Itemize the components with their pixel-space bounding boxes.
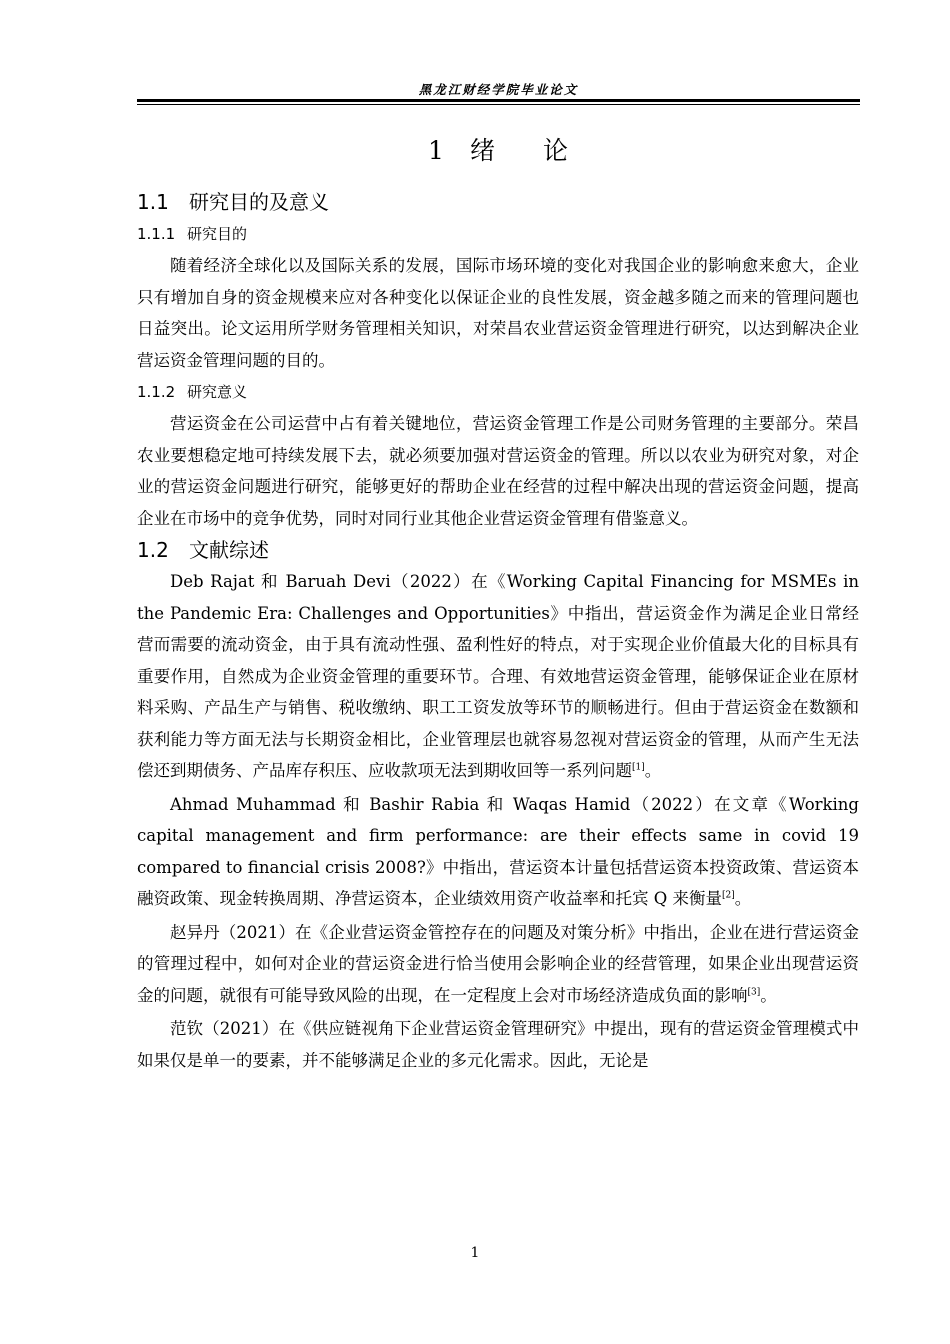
subsection-heading-1-1-1: [137, 218, 859, 250]
paragraph-text: Deb Rajat 和 Baruah Devi（2022）在《Working Capital Financing for MSMEs in the Pandemic Era: Challenges and Opportunities》中指出，营运资金作为满足企业日常经营而需要的流动资金，由于具有流动性强、盈利性好的特点，对于实现企业价值最大化的目标具有重要作用，自然成为企业资金管理的重要环节。合理、有效地营运资金管理，能够保证企业在原材料采购、产品生产与销售、税收缴纳、职工工资发放等环节的顺畅进行。但由于营运资金在数额和获利能力等方面无法与长期资金相比，企业管理层也就容易忽视对营运资金的管理，从而产生无法偿还到期债务、产品库存积压、应收款项无法到期收回等一系列问题: [137, 572, 859, 780]
citation-ref: [1]: [632, 762, 645, 773]
citation-ref: [3]: [747, 987, 761, 997]
paragraph-text: Ahmad Muhammad 和 Bashir Rabia 和 Waqas Hamid（2022）在文章《Working capital management and firm performance: are their effects same in covid 19 compared to financial crisis 2008?》中指出，营运资本计量包括营运资本投资政策、营运资本融资政策、现金转换周期、净营运资本，企业绩效用资产收益率和托宾 Q 来衡量: [137, 794, 859, 908]
paragraph-literature-4: 范钦（2021）在《供应链视角下企业营运资金管理研究》中提出，现有的营运资金管理模式中如果仅是单一的要素，并不能够满足企业的多元化需求。因此，无论是: [137, 1019, 859, 1070]
paragraph-literature-3: [137, 917, 859, 1012]
subsection-heading-1-1-2: [137, 376, 859, 408]
section-title: 研究目的及意义: [189, 190, 329, 214]
section-heading-1-1: [137, 186, 859, 218]
chapter-title-char-1: 绪: [469, 136, 495, 165]
paragraph-literature-2: [137, 789, 859, 915]
running-header: 黑龙江财经学院毕业论文: [418, 82, 579, 97]
section-title: 文献综述: [189, 538, 269, 562]
body-content: [137, 128, 859, 1076]
paragraph-research-purpose: 随着经济全球化以及国际关系的发展，国际市场环境的变化对我国企业的影响愈来愈大，企业只有增加自身的资金规模来应对各种变化以保证企业的良性发展，资金越多随之而来的管理问题也日益突出。论文运用所学财务管理相关知识，对荣昌农业营运资金管理进行研究，以达到解决企业营运资金管理问题的目的。: [137, 256, 859, 370]
chapter-title-char-2: 论: [542, 136, 568, 165]
header-rule-thick: [137, 99, 860, 102]
section-number: 1.2: [137, 538, 169, 562]
section-number: 1.1: [137, 190, 169, 214]
section-heading-1-2: [137, 534, 859, 566]
paragraph-research-significance: 营运资金在公司运营中占有着关键地位，营运资金管理工作是公司财务管理的主要部分。荣昌农业要想稳定地可持续发展下去，就必须要加强对营运资金的管理。所以以农业为研究对象，对企业的营运资金问题进行研究，能够更好的帮助企业在经营的过程中解决出现的营运资金问题，提高企业在市场中的竞争优势，同时对同行业其他企业营运资金管理有借鉴意义。: [137, 414, 859, 528]
paragraph-text: 赵异丹（2021）在《企业营运资金管控存在的问题及对策分析》中指出，企业在进行营运资金的管理过程中，如何对企业的营运资金进行恰当使用会影响企业的经营管理，如果企业出现营运资金的问题，就很有可能导致风险的出现，在一定程度上会对市场经济造成负面的影响: [137, 922, 859, 1005]
page-number: 1: [470, 1245, 480, 1261]
paragraph-literature-1: [137, 566, 859, 787]
paragraph-end: 。: [760, 985, 777, 1005]
citation-ref: [2]: [722, 890, 735, 901]
subsection-title: 研究意义: [187, 383, 248, 401]
paragraph-end: 。: [644, 761, 662, 780]
paragraph-end: 。: [734, 889, 752, 908]
chapter-number: 1: [428, 136, 444, 165]
subsection-title: 研究目的: [187, 225, 248, 243]
subsection-number: 1.1.2: [137, 383, 176, 401]
chapter-title: [137, 128, 859, 174]
subsection-number: 1.1.1: [137, 225, 176, 243]
header-rule-thin: [137, 104, 860, 105]
